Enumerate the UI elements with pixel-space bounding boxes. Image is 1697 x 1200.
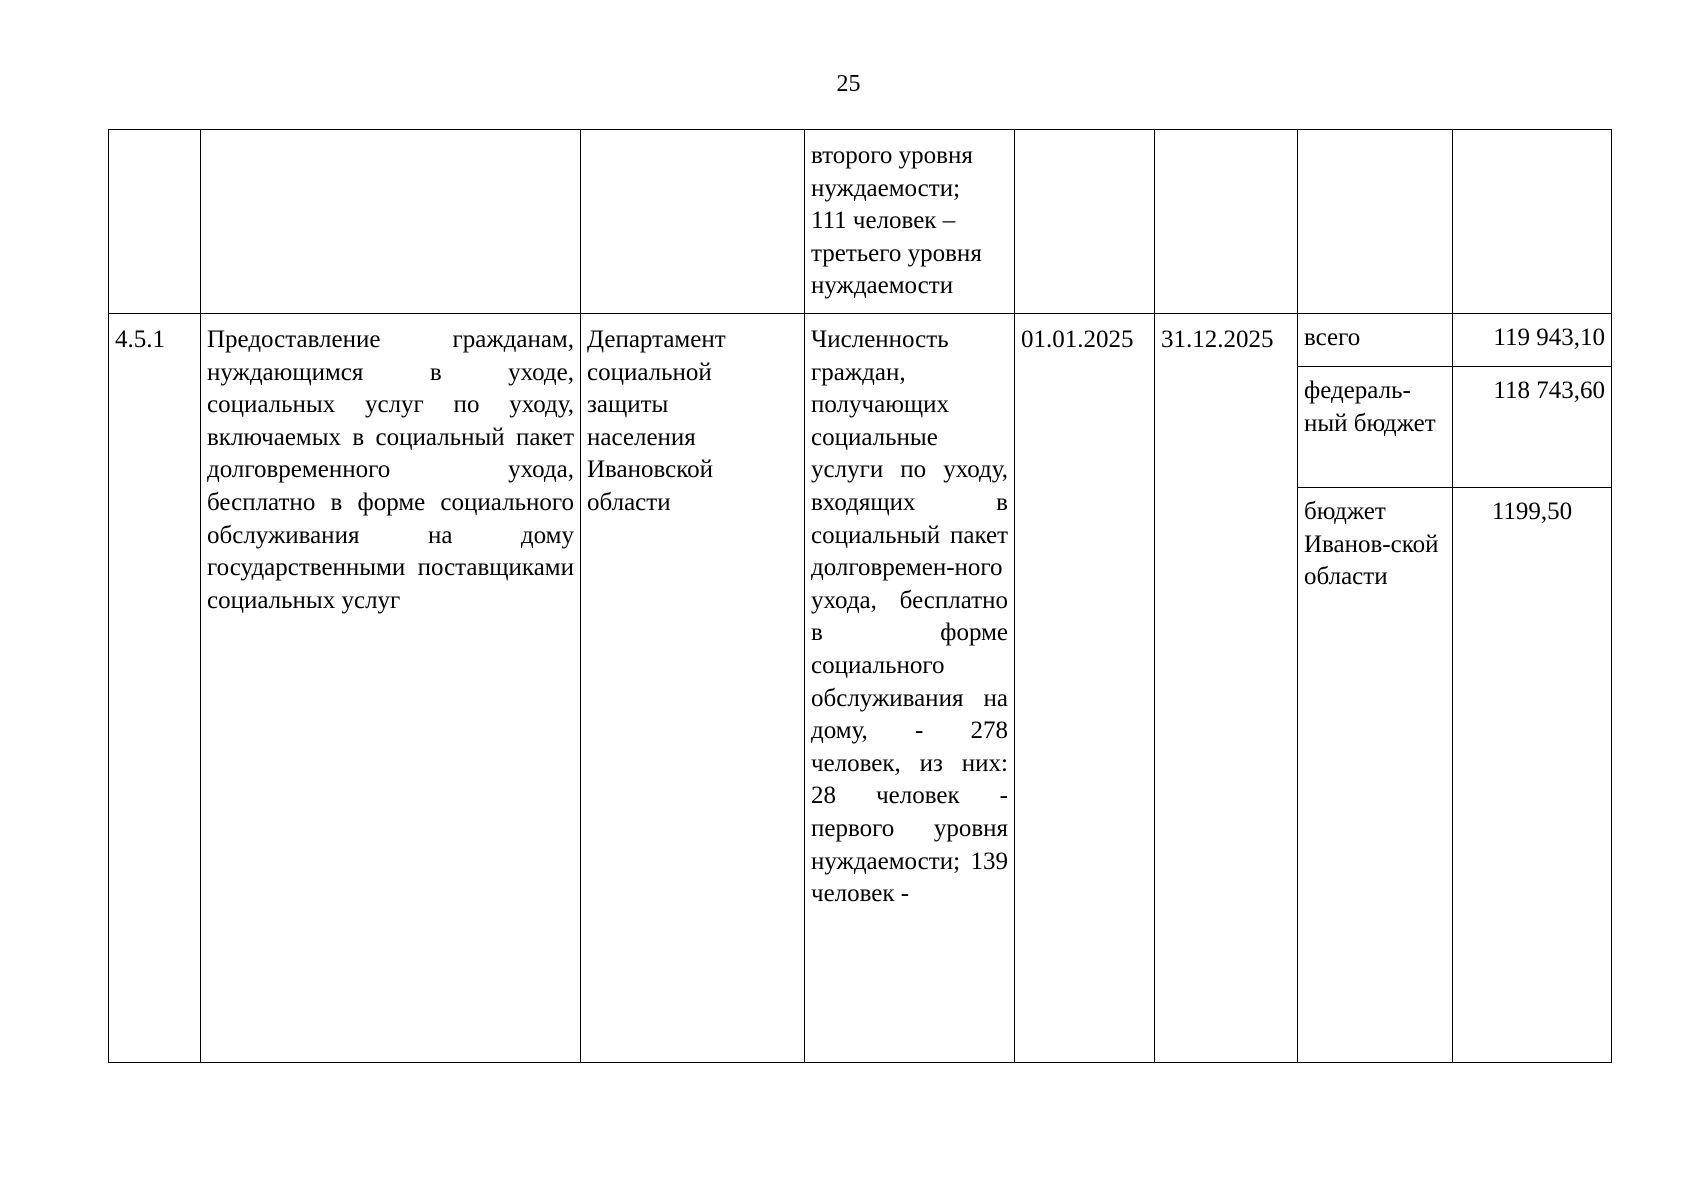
cell-funding-amount-total: 119 943,10 bbox=[1453, 314, 1612, 367]
program-activities-table bbox=[108, 129, 1612, 1063]
cell-funding-amount-continuation bbox=[1453, 130, 1612, 314]
cell-end-date-continuation bbox=[1155, 130, 1298, 314]
cell-description-continuation bbox=[201, 130, 581, 314]
executor-line: области bbox=[587, 488, 671, 516]
page-number: 25 bbox=[836, 71, 861, 97]
cell-start-date-continuation bbox=[1015, 130, 1155, 314]
cell-number: 4.5.1 bbox=[109, 314, 201, 1063]
executor-line: населения bbox=[587, 423, 696, 451]
cell-funding-source-regional: бюджет Иванов-ской области bbox=[1298, 488, 1453, 1063]
executor-line: социальной bbox=[587, 358, 712, 386]
cell-funding-amount-federal: 118 743,60 bbox=[1453, 367, 1612, 488]
cell-funding-source-total: всего bbox=[1298, 314, 1453, 367]
cell-indicator-continuation bbox=[805, 130, 1015, 314]
indicator-line: нуждаемости; bbox=[811, 174, 961, 202]
cell-description: Предоставление гражданам, нуждающимся в уходе, социальных услуг по уходу, включаемых в социальный пакет долговременного ухода, бесплатно в форме социального обслуживания на дому государственными поставщиками социальных услуг bbox=[201, 314, 581, 1063]
executor-line: Департамент bbox=[587, 326, 726, 353]
executor-line: защиты bbox=[587, 391, 669, 419]
indicator-line: 111 человек – bbox=[811, 207, 956, 235]
cell-start-date: 01.01.2025 bbox=[1015, 314, 1155, 1063]
indicator-line: нуждаемости bbox=[811, 272, 954, 300]
cell-funding-amount-regional: 1199,50 bbox=[1453, 488, 1612, 1063]
indicator-line: третьего уровня bbox=[811, 239, 982, 267]
cell-indicator: Численность граждан, получающих социальные услуги по уходу, входящих в социальный пакет долговремен-ного ухода, бесплатно в форме социального обслуживания на дому, - 278 человек, из них: 28 человек - первого уровня нуждаемости; 139 человек - bbox=[805, 314, 1015, 1063]
cell-executor bbox=[581, 314, 805, 1063]
cell-funding-source-continuation bbox=[1298, 130, 1453, 314]
table-row-continuation bbox=[109, 130, 1612, 314]
executor-line: Ивановской bbox=[587, 456, 714, 484]
cell-executor-continuation bbox=[581, 130, 805, 314]
table-row-4-5-1 bbox=[109, 314, 1612, 367]
cell-funding-source-federal: федераль-ный бюджет bbox=[1298, 367, 1453, 488]
indicator-line: второго уровня bbox=[811, 142, 973, 169]
cell-end-date: 31.12.2025 bbox=[1155, 314, 1298, 1063]
cell-number-continuation bbox=[109, 130, 201, 314]
